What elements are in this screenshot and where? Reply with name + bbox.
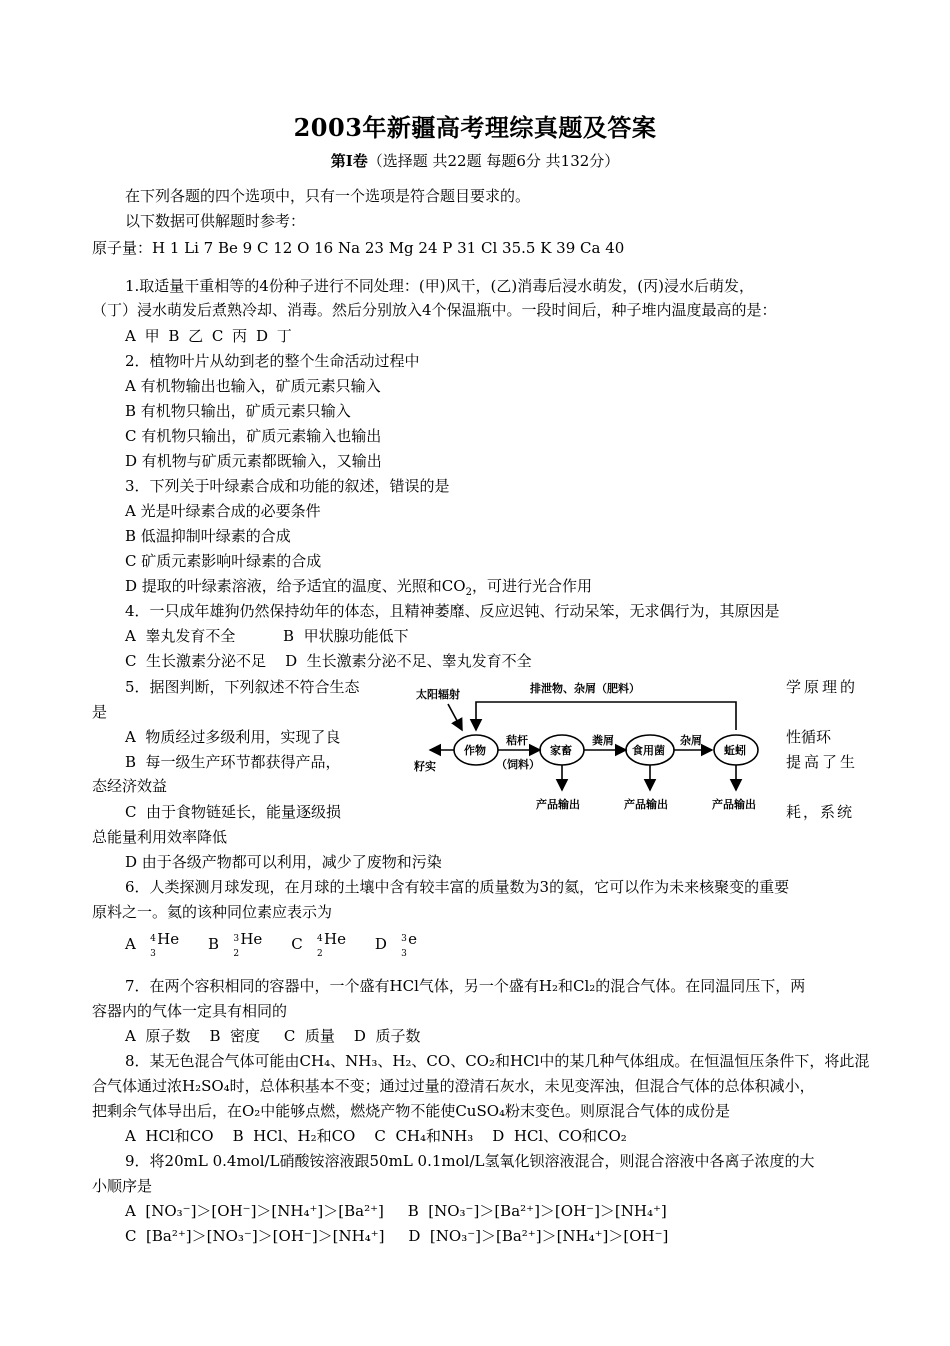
crop-label: 作物 — [464, 744, 486, 757]
section-label: 第Ⅰ卷 — [330, 152, 368, 170]
q6-b-number: 2 — [233, 949, 240, 959]
section-heading — [0, 150, 950, 171]
livestock-output-label: 产品输出 — [536, 798, 580, 811]
manure-label: 粪屑 — [592, 734, 614, 747]
q6-b-isotope — [233, 929, 267, 959]
fungus-label: 食用菌 — [632, 744, 665, 757]
q8-line-2: 合气体通过浓H₂SO₄时，总体积基本不变；通过过量的澄清石灰水，未见变浑浊，但混合气体的总体积减小， — [92, 1077, 815, 1095]
q6-d-number: 3 — [401, 949, 407, 959]
q6-a-symbol: He — [157, 930, 180, 948]
seed-label: 籽实 — [414, 760, 436, 773]
q5-option-c-tail: 耗，系统 — [786, 803, 855, 821]
ecosystem-diagram — [400, 678, 780, 818]
q4-options-ab: A 睾丸发育不全 B 甲状腺功能低下 — [125, 627, 409, 645]
q6-option-b — [208, 930, 267, 959]
q6-c-symbol: He — [323, 930, 346, 948]
debris-label: 杂屑 — [680, 734, 702, 747]
q5-option-c: C 由于食物链延长，能量逐级损 — [125, 803, 342, 821]
q5-option-b-tail: 提高了生 — [786, 753, 859, 771]
q6-d-mass: 3 — [401, 934, 407, 944]
q6-d-letter: D — [374, 935, 387, 953]
q3-d-tail: ，可进行光合作用 — [471, 577, 592, 595]
q1-options: A 甲 B 乙 C 丙 D 丁 — [125, 327, 292, 345]
q5-option-b-cont: 态经济效益 — [92, 777, 168, 795]
q2-option-b: B 有机物只输出，矿质元素只输入 — [125, 402, 351, 420]
intro-line-2: 以下数据可供解题时参考： — [125, 212, 306, 230]
q8-line-3: 把剩余气体导出后，在O₂中能够点燃，燃烧产物不能使CuSO₄粉末变色。则原混合气体的成份是 — [92, 1102, 731, 1120]
q8-line-1: 8．某无色混合气体可能由CH₄、NH₃、H₂、CO、CO₂和HCl中的某几种气体组成。在恒温恒压条件下，将此混 — [125, 1052, 870, 1070]
q6-d-isotope — [401, 929, 435, 959]
livestock-label: 家畜 — [550, 744, 572, 757]
q5-option-c-cont: 总能量利用效率降低 — [92, 828, 228, 846]
fungus-output-label: 产品输出 — [624, 798, 668, 811]
section-detail: （选择题 共22题 每题6分 共132分） — [367, 152, 620, 170]
q7-options: A 原子数 B 密度 C 质量 D 质子数 — [125, 1027, 421, 1045]
q6-a-letter: A — [125, 935, 136, 953]
q9-options-cd: C [Ba²⁺]＞[NO₃⁻]＞[OH⁻]＞[NH₄⁺] D [NO₃⁻]＞[Ba²⁺]＞[NH₄⁺]＞[OH⁻] — [125, 1227, 669, 1245]
page-title: 2003年新疆高考理综真题及答案 — [293, 113, 657, 142]
sun-arrow — [448, 704, 462, 730]
q4-options-cd: C 生长激素分泌不足 D 生长激素分泌不足、睾丸发育不全 — [125, 652, 532, 670]
q3-stem: 3．下列关于叶绿素合成和功能的叙述，错误的是 — [125, 477, 450, 495]
atomic-weights: 原子量：H 1 Li 7 Be 9 C 12 O 16 Na 23 Mg 24 P 31 Cl 35.5 K 39 Ca 40 — [92, 239, 625, 257]
q2-option-d: D 有机物与矿质元素都既输入，又输出 — [125, 452, 382, 470]
q9-line-1: 9．将20mL 0.4mol/L硝酸铵溶液跟50mL 0.1mol/L氢氧化钡溶液混合，则混合溶液中各离子浓度的大 — [125, 1152, 815, 1170]
q5-line-2: 是 — [92, 703, 108, 721]
q6-option-a — [125, 930, 184, 959]
q6-b-letter: B — [208, 935, 220, 953]
straw-label: 秸杆 — [506, 734, 528, 747]
intro-line-1: 在下列各题的四个选项中，只有一个选项是符合题目要求的。 — [125, 187, 531, 205]
q3-option-a: A 光是叶绿素合成的必要条件 — [125, 502, 321, 520]
q3-option-c: C 矿质元素影响叶绿素的合成 — [125, 552, 322, 570]
q6-line-2: 原料之一。氦的该种同位素应表示为 — [92, 903, 333, 921]
q1-line-2: （丁）浸水萌发后煮熟冷却、消毒。然后分别放入4个保温瓶中。一段时间后，种子堆内温度最高的是： — [92, 301, 777, 319]
q6-a-isotope — [150, 929, 184, 959]
q6-b-mass: 3 — [233, 934, 240, 944]
q5-option-b: B 每一级生产环节都获得产品， — [125, 753, 341, 771]
q6-c-letter: C — [291, 935, 303, 953]
fertilizer-label: 排泄物、杂屑（肥料） — [530, 682, 640, 695]
q1-line-1: 1.取适量干重相等的4份种子进行不同处理：(甲)风干，(乙)消毒后浸水萌发，(丙)浸水后萌发， — [125, 277, 754, 295]
q6-c-mass: 4 — [316, 934, 323, 944]
q2-stem: 2．植物叶片从幼到老的整个生命活动过程中 — [125, 352, 420, 370]
q6-c-number: 2 — [316, 949, 323, 959]
q6-a-number: 3 — [150, 949, 156, 959]
q5-option-a-tail: 性循环 — [786, 728, 832, 746]
q7-line-2: 容器内的气体一定具有相同的 — [92, 1002, 288, 1020]
q5-option-d: D 由于各级产物都可以利用，减少了废物和污染 — [125, 853, 442, 871]
q7-line-1: 7．在两个容积相同的容器中，一个盛有HCl气体，另一个盛有H₂和Cl₂的混合气体。在同温同压下，两 — [125, 977, 806, 995]
q3-option-b: B 低温抑制叶绿素的合成 — [125, 527, 291, 545]
sun-label: 太阳辐射 — [416, 688, 460, 701]
q5-line-1-left: 5．据图判断，下列叙述不符合生态 — [125, 678, 360, 696]
q9-options-ab: A [NO₃⁻]＞[OH⁻]＞[NH₄⁺]＞[Ba²⁺] B [NO₃⁻]＞[Ba²⁺]＞[OH⁻]＞[NH₄⁺] — [125, 1202, 667, 1220]
q2-option-c: C 有机物只输出，矿质元素输入也输出 — [125, 427, 382, 445]
q6-a-mass: 4 — [150, 934, 156, 944]
q6-line-1: 6．人类探测月球发现，在月球的土壤中含有较丰富的质量数为3的氦，它可以作为未来核聚变的重要 — [125, 878, 790, 896]
q5-line-1-right: 学原理的 — [786, 678, 859, 696]
feed-label: （饲料） — [496, 758, 540, 771]
q6-c-isotope — [316, 929, 351, 959]
q2-option-a: A 有机物输出也输入，矿质元素只输入 — [125, 377, 381, 395]
q3-option-d — [125, 576, 592, 596]
q3-d-text: D 提取的叶绿素溶液，给予适宜的温度、光照和CO — [125, 577, 466, 595]
q3-d-subscript: 2 — [465, 587, 472, 598]
earthworm-output-label: 产品输出 — [712, 798, 756, 811]
q6-b-symbol: He — [240, 930, 263, 948]
q4-stem: 4．一只成年雄狗仍然保持幼年的体态，且精神萎靡、反应迟钝、行动呆笨，无求偶行为，其原因是 — [125, 602, 780, 620]
q6-d-symbol: e — [408, 930, 418, 948]
q6-options — [125, 929, 435, 959]
q8-options: A HCl和CO B HCl、H₂和CO C CH₄和NH₃ D HCl、CO和CO₂ — [125, 1127, 627, 1145]
earthworm-label: 蚯蚓 — [724, 744, 746, 757]
q6-option-d — [374, 930, 435, 959]
q5-option-a: A 物质经过多级利用，实现了良 — [125, 728, 341, 746]
fertilizer-loop-arrow — [476, 702, 736, 730]
q9-line-2: 小顺序是 — [92, 1177, 153, 1195]
q6-option-c — [291, 930, 351, 959]
